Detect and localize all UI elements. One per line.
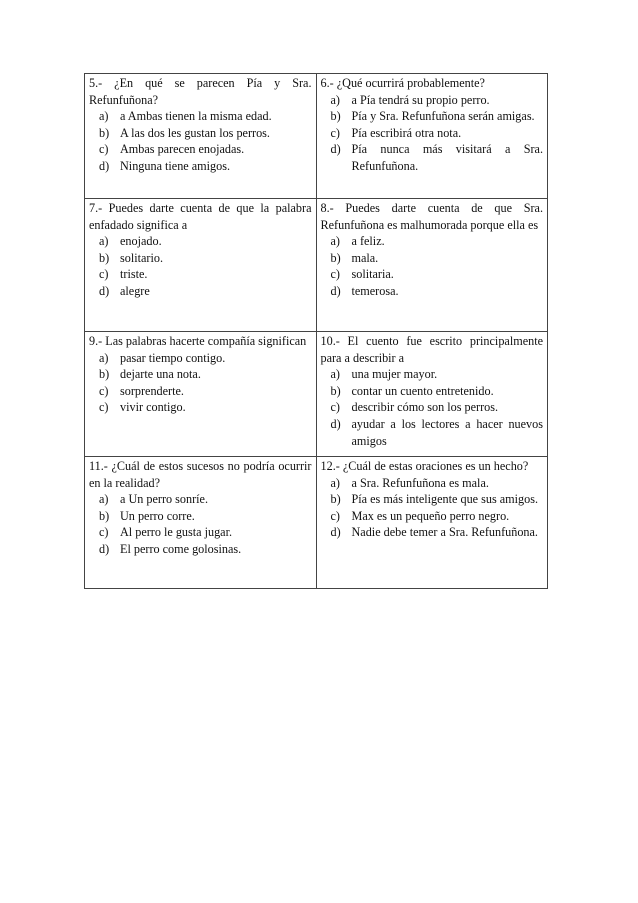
option-item [321, 92, 544, 109]
option-text: a Un perro sonríe. [120, 492, 208, 507]
option-item [89, 141, 312, 158]
option-letter: c) [330, 267, 340, 282]
option-letter: d) [330, 142, 341, 157]
option-text: a Ambas tienen la misma edad. [120, 109, 272, 124]
option-letter: d) [99, 541, 110, 556]
option-item [89, 250, 312, 267]
option-text: dejarte una nota. [120, 367, 201, 382]
options-list [89, 350, 312, 416]
option-item [321, 491, 544, 508]
option-text: Pía y Sra. Refunfuñona serán amigas. [351, 109, 535, 124]
option-item [321, 416, 544, 449]
option-text: Al perro le gusta jugar. [120, 525, 233, 540]
quiz-row [85, 457, 548, 589]
option-letter: c) [330, 125, 340, 140]
option-item [89, 266, 312, 283]
option-letter: c) [99, 525, 109, 540]
quiz-row [85, 332, 548, 457]
option-text: a Pía tendrá su propio perro. [351, 92, 490, 107]
option-letter: c) [99, 400, 109, 415]
question-text: 12.- ¿Cuál de estas oraciones es un hecho? [320, 459, 529, 473]
option-text: solitario. [120, 250, 163, 265]
option-item [89, 125, 312, 142]
option-item [321, 366, 544, 383]
question-cell-10 [316, 332, 548, 457]
question-text: 11.- ¿Cuál de estos sucesos no podría ocurrir en la realidad? [89, 459, 312, 490]
option-text: Nadie debe temer a Sra. Refunfuñona. [351, 525, 538, 540]
option-letter: a) [99, 350, 109, 365]
option-letter: a) [330, 234, 340, 249]
option-letter: a) [99, 492, 109, 507]
option-letter: c) [99, 383, 109, 398]
option-letter: d) [330, 416, 341, 431]
options-list [321, 233, 544, 299]
option-letter: c) [330, 400, 340, 415]
option-letter: b) [330, 492, 341, 507]
option-item [89, 158, 312, 175]
option-text: a feliz. [351, 234, 385, 249]
question-text: 9.- Las palabras hacerte compañía significan [89, 334, 307, 348]
option-text: El perro come golosinas. [120, 541, 242, 556]
options-list [321, 92, 544, 175]
option-item [89, 541, 312, 558]
option-text: pasar tiempo contigo. [120, 350, 226, 365]
option-text: una mujer mayor. [351, 367, 438, 382]
option-text: A las dos les gustan los perros. [120, 125, 270, 140]
option-text: triste. [120, 267, 148, 282]
option-letter: c) [99, 267, 109, 282]
option-item [89, 233, 312, 250]
option-item [321, 524, 544, 541]
option-text: Max es un pequeño perro negro. [351, 508, 510, 523]
option-item [89, 283, 312, 300]
option-text: enojado. [120, 234, 162, 249]
option-item [321, 475, 544, 492]
option-letter: c) [330, 508, 340, 523]
option-letter: b) [99, 125, 110, 140]
option-text: Pía nunca más visitará a Sra. Refunfuñona. [351, 142, 543, 173]
option-text: temerosa. [351, 283, 399, 298]
option-item [321, 508, 544, 525]
option-item [89, 491, 312, 508]
option-item [321, 233, 544, 250]
question-cell-8 [316, 199, 548, 332]
option-letter: d) [99, 158, 110, 173]
question-text: 8.- Puedes darte cuenta de que Sra. Refunfuñona es malhumorada porque ella es [320, 201, 543, 232]
option-letter: a) [99, 234, 109, 249]
option-text: Ninguna tiene amigos. [120, 158, 231, 173]
option-item [321, 108, 544, 125]
option-item [321, 125, 544, 142]
option-item [89, 366, 312, 383]
option-text: contar un cuento entretenido. [351, 383, 494, 398]
option-text: describir cómo son los perros. [351, 400, 499, 415]
options-list [321, 475, 544, 541]
option-letter: a) [330, 367, 340, 382]
option-item [89, 108, 312, 125]
question-cell-5 [85, 74, 317, 199]
option-text: Un perro corre. [120, 508, 195, 523]
option-text: Pía escribirá otra nota. [351, 125, 462, 140]
option-letter: b) [330, 109, 341, 124]
question-text: 5.- ¿En qué se parecen Pía y Sra. Refunfuñona? [89, 76, 312, 107]
options-list [89, 108, 312, 174]
option-letter: d) [330, 525, 341, 540]
option-letter: a) [99, 109, 109, 124]
option-text: mala. [351, 250, 379, 265]
option-item [89, 524, 312, 541]
option-letter: a) [330, 475, 340, 490]
option-text: ayudar a los lectores a hacer nuevos amigos [351, 416, 543, 448]
option-text: Ambas parecen enojadas. [120, 142, 245, 157]
option-letter: b) [99, 250, 110, 265]
options-list [321, 366, 544, 449]
quiz-row [85, 199, 548, 332]
option-item [89, 399, 312, 416]
option-item [321, 266, 544, 283]
options-list [89, 233, 312, 299]
quiz-table [84, 73, 548, 589]
option-letter: b) [330, 250, 341, 265]
option-letter: b) [99, 508, 110, 523]
option-text: Pía es más inteligente que sus amigos. [351, 492, 539, 507]
option-item [321, 283, 544, 300]
option-letter: c) [99, 142, 109, 157]
question-text: 10.- El cuento fue escrito principalmente para a describir a [320, 334, 543, 365]
question-cell-9 [85, 332, 317, 457]
option-item [89, 508, 312, 525]
option-text: alegre [120, 283, 150, 298]
question-cell-12 [316, 457, 548, 589]
option-text: a Sra. Refunfuñona es mala. [351, 475, 489, 490]
question-cell-6 [316, 74, 548, 199]
option-letter: d) [99, 283, 110, 298]
question-cell-7 [85, 199, 317, 332]
option-item [321, 383, 544, 400]
option-item [89, 350, 312, 367]
option-letter: b) [330, 383, 341, 398]
option-text: sorprenderte. [120, 383, 184, 398]
option-letter: d) [330, 283, 341, 298]
option-item [89, 383, 312, 400]
option-letter: a) [330, 92, 340, 107]
question-cell-11 [85, 457, 317, 589]
question-text: 7.- Puedes darte cuenta de que la palabra enfadado significa a [89, 201, 312, 232]
option-text: solitaria. [351, 267, 394, 282]
question-text: 6.- ¿Qué ocurrirá probablemente? [320, 76, 485, 90]
option-text: vivir contigo. [120, 400, 186, 415]
option-item [321, 399, 544, 416]
option-item [321, 250, 544, 267]
quiz-row [85, 74, 548, 199]
option-letter: b) [99, 367, 110, 382]
options-list [89, 491, 312, 557]
option-item [321, 141, 544, 174]
